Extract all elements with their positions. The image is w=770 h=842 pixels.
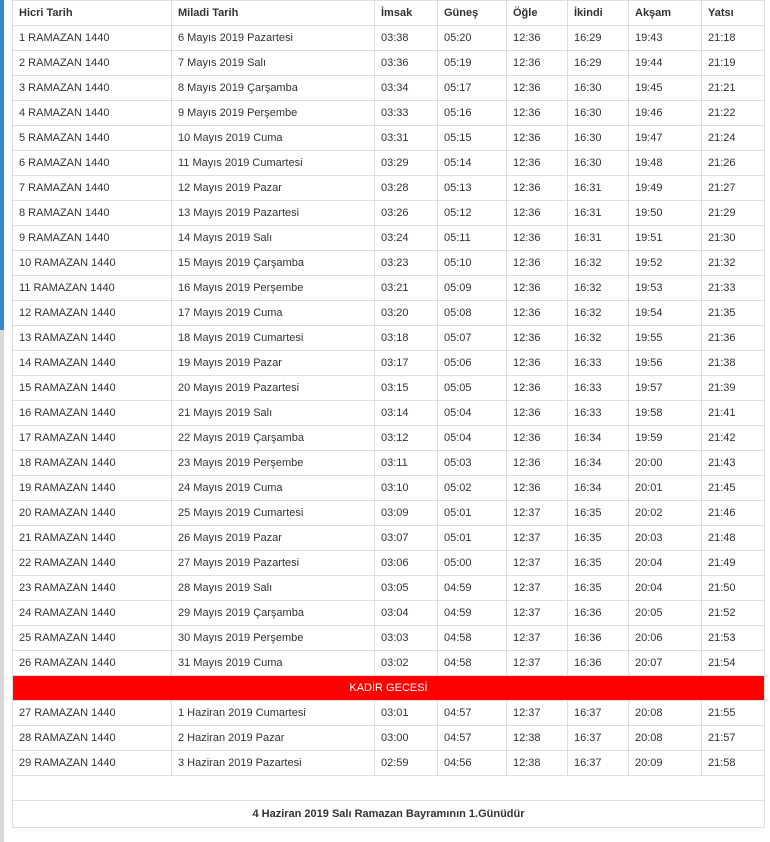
table-row	[13, 426, 765, 451]
cell-gunes: 05:14	[438, 151, 507, 176]
cell-ogle: 12:37	[507, 551, 568, 576]
cell-imsak: 03:20	[375, 301, 438, 326]
cell-yatsi: 21:35	[702, 301, 765, 326]
empty-cell	[13, 776, 765, 801]
cell-miladi-tarih: 20 Mayıs 2019 Pazartesi	[172, 376, 375, 401]
cell-miladi-tarih: 1 Haziran 2019 Cumartesi	[172, 701, 375, 726]
cell-miladi-tarih: 3 Haziran 2019 Pazartesi	[172, 751, 375, 776]
cell-ikindi: 16:36	[568, 651, 629, 676]
cell-aksam: 19:44	[629, 51, 702, 76]
table-row	[13, 376, 765, 401]
cell-ikindi: 16:37	[568, 701, 629, 726]
cell-ogle: 12:37	[507, 601, 568, 626]
cell-aksam: 20:01	[629, 476, 702, 501]
cell-imsak: 03:01	[375, 701, 438, 726]
table-row	[13, 401, 765, 426]
cell-gunes: 05:11	[438, 226, 507, 251]
cell-yatsi: 21:53	[702, 626, 765, 651]
cell-hicri-tarih: 15 RAMAZAN 1440	[13, 376, 172, 401]
cell-miladi-tarih: 15 Mayıs 2019 Çarşamba	[172, 251, 375, 276]
cell-ikindi: 16:33	[568, 376, 629, 401]
header-yatsi: Yatsı	[702, 1, 765, 26]
table-row	[13, 76, 765, 101]
table-row	[13, 201, 765, 226]
cell-ikindi: 16:36	[568, 601, 629, 626]
cell-aksam: 19:53	[629, 276, 702, 301]
cell-ogle: 12:36	[507, 126, 568, 151]
cell-hicri-tarih: 13 RAMAZAN 1440	[13, 326, 172, 351]
cell-gunes: 05:06	[438, 351, 507, 376]
cell-gunes: 04:59	[438, 601, 507, 626]
cell-aksam: 20:04	[629, 576, 702, 601]
cell-yatsi: 21:50	[702, 576, 765, 601]
cell-gunes: 05:02	[438, 476, 507, 501]
cell-gunes: 05:17	[438, 76, 507, 101]
cell-miladi-tarih: 29 Mayıs 2019 Çarşamba	[172, 601, 375, 626]
cell-hicri-tarih: 18 RAMAZAN 1440	[13, 451, 172, 476]
cell-miladi-tarih: 13 Mayıs 2019 Pazartesi	[172, 201, 375, 226]
cell-miladi-tarih: 24 Mayıs 2019 Cuma	[172, 476, 375, 501]
cell-aksam: 19:59	[629, 426, 702, 451]
cell-gunes: 05:19	[438, 51, 507, 76]
cell-miladi-tarih: 11 Mayıs 2019 Cumartesi	[172, 151, 375, 176]
cell-miladi-tarih: 10 Mayıs 2019 Cuma	[172, 126, 375, 151]
cell-aksam: 19:51	[629, 226, 702, 251]
table-row	[13, 576, 765, 601]
kadir-gecesi-label: KADİR GECESİ	[13, 676, 765, 701]
cell-yatsi: 21:32	[702, 251, 765, 276]
cell-aksam: 20:06	[629, 626, 702, 651]
table-row	[13, 176, 765, 201]
cell-gunes: 05:00	[438, 551, 507, 576]
cell-ogle: 12:36	[507, 451, 568, 476]
cell-gunes: 05:07	[438, 326, 507, 351]
header-imsak: İmsak	[375, 1, 438, 26]
cell-gunes: 05:10	[438, 251, 507, 276]
header-miladi-tarih: Miladi Tarih	[172, 1, 375, 26]
table-row	[13, 301, 765, 326]
cell-imsak: 02:59	[375, 751, 438, 776]
cell-yatsi: 21:45	[702, 476, 765, 501]
cell-hicri-tarih: 25 RAMAZAN 1440	[13, 626, 172, 651]
cell-imsak: 03:03	[375, 626, 438, 651]
cell-ogle: 12:36	[507, 76, 568, 101]
cell-gunes: 05:03	[438, 451, 507, 476]
cell-imsak: 03:28	[375, 176, 438, 201]
empty-row	[13, 776, 765, 801]
cell-miladi-tarih: 23 Mayıs 2019 Perşembe	[172, 451, 375, 476]
table-row	[13, 601, 765, 626]
table-header	[13, 1, 765, 26]
cell-ikindi: 16:37	[568, 726, 629, 751]
cell-ikindi: 16:35	[568, 501, 629, 526]
header-hicri-tarih: Hicri Tarih	[13, 1, 172, 26]
cell-yatsi: 21:33	[702, 276, 765, 301]
table-row	[13, 751, 765, 776]
cell-imsak: 03:10	[375, 476, 438, 501]
cell-gunes: 04:56	[438, 751, 507, 776]
cell-imsak: 03:34	[375, 76, 438, 101]
cell-imsak: 03:00	[375, 726, 438, 751]
cell-miladi-tarih: 25 Mayıs 2019 Cumartesi	[172, 501, 375, 526]
cell-ikindi: 16:32	[568, 251, 629, 276]
cell-miladi-tarih: 14 Mayıs 2019 Salı	[172, 226, 375, 251]
cell-aksam: 20:05	[629, 601, 702, 626]
cell-ikindi: 16:31	[568, 226, 629, 251]
cell-ikindi: 16:34	[568, 426, 629, 451]
cell-ogle: 12:37	[507, 626, 568, 651]
cell-ikindi: 16:31	[568, 201, 629, 226]
cell-ogle: 12:36	[507, 151, 568, 176]
cell-miladi-tarih: 27 Mayıs 2019 Pazartesi	[172, 551, 375, 576]
cell-ogle: 12:38	[507, 751, 568, 776]
cell-ogle: 12:36	[507, 251, 568, 276]
cell-hicri-tarih: 17 RAMAZAN 1440	[13, 426, 172, 451]
cell-ogle: 12:37	[507, 651, 568, 676]
cell-imsak: 03:07	[375, 526, 438, 551]
cell-gunes: 05:13	[438, 176, 507, 201]
cell-ikindi: 16:36	[568, 626, 629, 651]
cell-yatsi: 21:24	[702, 126, 765, 151]
cell-imsak: 03:31	[375, 126, 438, 151]
cell-hicri-tarih: 19 RAMAZAN 1440	[13, 476, 172, 501]
cell-aksam: 20:08	[629, 726, 702, 751]
cell-imsak: 03:02	[375, 651, 438, 676]
table-footer-section	[13, 776, 765, 828]
cell-yatsi: 21:43	[702, 451, 765, 476]
cell-aksam: 19:58	[629, 401, 702, 426]
cell-yatsi: 21:39	[702, 376, 765, 401]
table-row	[13, 101, 765, 126]
cell-miladi-tarih: 22 Mayıs 2019 Çarşamba	[172, 426, 375, 451]
cell-ikindi: 16:35	[568, 526, 629, 551]
cell-gunes: 05:16	[438, 101, 507, 126]
cell-hicri-tarih: 9 RAMAZAN 1440	[13, 226, 172, 251]
cell-imsak: 03:17	[375, 351, 438, 376]
cell-aksam: 19:49	[629, 176, 702, 201]
cell-ikindi: 16:29	[568, 51, 629, 76]
cell-imsak: 03:09	[375, 501, 438, 526]
cell-ogle: 12:36	[507, 376, 568, 401]
cell-miladi-tarih: 9 Mayıs 2019 Perşembe	[172, 101, 375, 126]
cell-imsak: 03:11	[375, 451, 438, 476]
cell-imsak: 03:21	[375, 276, 438, 301]
cell-yatsi: 21:29	[702, 201, 765, 226]
cell-aksam: 20:03	[629, 526, 702, 551]
cell-gunes: 05:15	[438, 126, 507, 151]
bayram-note: 4 Haziran 2019 Salı Ramazan Bayramının 1.Günüdür	[13, 801, 765, 828]
cell-yatsi: 21:38	[702, 351, 765, 376]
table-row	[13, 51, 765, 76]
cell-ogle: 12:36	[507, 276, 568, 301]
cell-aksam: 19:50	[629, 201, 702, 226]
cell-ogle: 12:36	[507, 26, 568, 51]
cell-hicri-tarih: 5 RAMAZAN 1440	[13, 126, 172, 151]
cell-yatsi: 21:58	[702, 751, 765, 776]
table-row	[13, 451, 765, 476]
cell-ikindi: 16:34	[568, 451, 629, 476]
cell-gunes: 05:20	[438, 26, 507, 51]
cell-miladi-tarih: 7 Mayıs 2019 Salı	[172, 51, 375, 76]
table-row	[13, 326, 765, 351]
cell-miladi-tarih: 30 Mayıs 2019 Perşembe	[172, 626, 375, 651]
cell-imsak: 03:38	[375, 26, 438, 51]
cell-ogle: 12:36	[507, 301, 568, 326]
table-row	[13, 651, 765, 676]
cell-imsak: 03:23	[375, 251, 438, 276]
cell-imsak: 03:36	[375, 51, 438, 76]
cell-hicri-tarih: 2 RAMAZAN 1440	[13, 51, 172, 76]
cell-aksam: 19:45	[629, 76, 702, 101]
cell-ogle: 12:36	[507, 476, 568, 501]
cell-yatsi: 21:26	[702, 151, 765, 176]
cell-ikindi: 16:37	[568, 751, 629, 776]
cell-ikindi: 16:35	[568, 576, 629, 601]
cell-yatsi: 21:41	[702, 401, 765, 426]
table-row	[13, 626, 765, 651]
cell-ogle: 12:36	[507, 226, 568, 251]
cell-ogle: 12:36	[507, 326, 568, 351]
cell-hicri-tarih: 11 RAMAZAN 1440	[13, 276, 172, 301]
cell-ogle: 12:37	[507, 576, 568, 601]
cell-yatsi: 21:21	[702, 76, 765, 101]
cell-hicri-tarih: 22 RAMAZAN 1440	[13, 551, 172, 576]
cell-aksam: 19:43	[629, 26, 702, 51]
cell-yatsi: 21:22	[702, 101, 765, 126]
table-row	[13, 351, 765, 376]
cell-ogle: 12:37	[507, 701, 568, 726]
cell-ikindi: 16:32	[568, 326, 629, 351]
cell-ikindi: 16:34	[568, 476, 629, 501]
cell-imsak: 03:05	[375, 576, 438, 601]
cell-hicri-tarih: 12 RAMAZAN 1440	[13, 301, 172, 326]
cell-yatsi: 21:52	[702, 601, 765, 626]
table-row	[13, 476, 765, 501]
cell-miladi-tarih: 31 Mayıs 2019 Cuma	[172, 651, 375, 676]
cell-yatsi: 21:19	[702, 51, 765, 76]
cell-ogle: 12:36	[507, 201, 568, 226]
kadir-gecesi-row	[13, 676, 765, 701]
cell-imsak: 03:33	[375, 101, 438, 126]
cell-yatsi: 21:54	[702, 651, 765, 676]
cell-aksam: 19:54	[629, 301, 702, 326]
cell-hicri-tarih: 20 RAMAZAN 1440	[13, 501, 172, 526]
cell-hicri-tarih: 6 RAMAZAN 1440	[13, 151, 172, 176]
cell-gunes: 04:59	[438, 576, 507, 601]
left-accent-bar	[0, 0, 4, 330]
table-body-before	[13, 26, 765, 676]
cell-miladi-tarih: 17 Mayıs 2019 Cuma	[172, 301, 375, 326]
cell-imsak: 03:24	[375, 226, 438, 251]
table-row	[13, 701, 765, 726]
cell-gunes: 05:08	[438, 301, 507, 326]
cell-gunes: 05:04	[438, 401, 507, 426]
cell-imsak: 03:26	[375, 201, 438, 226]
cell-hicri-tarih: 26 RAMAZAN 1440	[13, 651, 172, 676]
cell-gunes: 04:58	[438, 651, 507, 676]
cell-miladi-tarih: 8 Mayıs 2019 Çarşamba	[172, 76, 375, 101]
table-row	[13, 251, 765, 276]
cell-ikindi: 16:30	[568, 76, 629, 101]
footer-row	[13, 801, 765, 828]
cell-imsak: 03:06	[375, 551, 438, 576]
cell-aksam: 19:52	[629, 251, 702, 276]
cell-hicri-tarih: 7 RAMAZAN 1440	[13, 176, 172, 201]
cell-hicri-tarih: 23 RAMAZAN 1440	[13, 576, 172, 601]
cell-aksam: 20:04	[629, 551, 702, 576]
table-row	[13, 551, 765, 576]
cell-gunes: 04:57	[438, 701, 507, 726]
cell-aksam: 19:46	[629, 101, 702, 126]
cell-hicri-tarih: 14 RAMAZAN 1440	[13, 351, 172, 376]
cell-ikindi: 16:29	[568, 26, 629, 51]
cell-hicri-tarih: 28 RAMAZAN 1440	[13, 726, 172, 751]
cell-ikindi: 16:33	[568, 351, 629, 376]
cell-aksam: 19:56	[629, 351, 702, 376]
table-body-after	[13, 701, 765, 776]
cell-ikindi: 16:33	[568, 401, 629, 426]
cell-hicri-tarih: 3 RAMAZAN 1440	[13, 76, 172, 101]
cell-hicri-tarih: 10 RAMAZAN 1440	[13, 251, 172, 276]
cell-yatsi: 21:46	[702, 501, 765, 526]
cell-ogle: 12:38	[507, 726, 568, 751]
cell-imsak: 03:18	[375, 326, 438, 351]
table-row	[13, 151, 765, 176]
cell-aksam: 20:02	[629, 501, 702, 526]
cell-hicri-tarih: 24 RAMAZAN 1440	[13, 601, 172, 626]
cell-ogle: 12:36	[507, 101, 568, 126]
table-row	[13, 226, 765, 251]
cell-miladi-tarih: 6 Mayıs 2019 Pazartesi	[172, 26, 375, 51]
cell-hicri-tarih: 29 RAMAZAN 1440	[13, 751, 172, 776]
table-row	[13, 126, 765, 151]
cell-aksam: 20:09	[629, 751, 702, 776]
cell-hicri-tarih: 27 RAMAZAN 1440	[13, 701, 172, 726]
cell-ikindi: 16:32	[568, 301, 629, 326]
cell-hicri-tarih: 8 RAMAZAN 1440	[13, 201, 172, 226]
table-row	[13, 26, 765, 51]
cell-ogle: 12:36	[507, 351, 568, 376]
cell-yatsi: 21:42	[702, 426, 765, 451]
cell-gunes: 05:09	[438, 276, 507, 301]
cell-miladi-tarih: 28 Mayıs 2019 Salı	[172, 576, 375, 601]
left-decorative-strip	[0, 0, 4, 842]
cell-ikindi: 16:30	[568, 101, 629, 126]
cell-ikindi: 16:32	[568, 276, 629, 301]
cell-imsak: 03:29	[375, 151, 438, 176]
cell-gunes: 05:01	[438, 526, 507, 551]
cell-ikindi: 16:31	[568, 176, 629, 201]
cell-yatsi: 21:55	[702, 701, 765, 726]
header-row	[13, 1, 765, 26]
cell-miladi-tarih: 21 Mayıs 2019 Salı	[172, 401, 375, 426]
cell-aksam: 20:07	[629, 651, 702, 676]
cell-imsak: 03:15	[375, 376, 438, 401]
imsakiye-table	[12, 0, 765, 828]
cell-yatsi: 21:27	[702, 176, 765, 201]
cell-imsak: 03:04	[375, 601, 438, 626]
header-ogle: Öğle	[507, 1, 568, 26]
cell-miladi-tarih: 18 Mayıs 2019 Cumartesi	[172, 326, 375, 351]
kadir-section	[13, 676, 765, 701]
cell-yatsi: 21:49	[702, 551, 765, 576]
cell-yatsi: 21:30	[702, 226, 765, 251]
cell-yatsi: 21:18	[702, 26, 765, 51]
cell-miladi-tarih: 19 Mayıs 2019 Pazar	[172, 351, 375, 376]
cell-miladi-tarih: 12 Mayıs 2019 Pazar	[172, 176, 375, 201]
cell-yatsi: 21:36	[702, 326, 765, 351]
table-row	[13, 726, 765, 751]
cell-aksam: 19:48	[629, 151, 702, 176]
cell-ogle: 12:36	[507, 426, 568, 451]
cell-aksam: 19:57	[629, 376, 702, 401]
cell-imsak: 03:12	[375, 426, 438, 451]
cell-ogle: 12:36	[507, 176, 568, 201]
table-row	[13, 276, 765, 301]
cell-yatsi: 21:57	[702, 726, 765, 751]
cell-aksam: 20:00	[629, 451, 702, 476]
cell-ogle: 12:36	[507, 51, 568, 76]
cell-gunes: 05:04	[438, 426, 507, 451]
cell-miladi-tarih: 2 Haziran 2019 Pazar	[172, 726, 375, 751]
header-ikindi: İkindi	[568, 1, 629, 26]
cell-hicri-tarih: 4 RAMAZAN 1440	[13, 101, 172, 126]
cell-aksam: 19:47	[629, 126, 702, 151]
cell-gunes: 04:58	[438, 626, 507, 651]
cell-miladi-tarih: 16 Mayıs 2019 Perşembe	[172, 276, 375, 301]
header-gunes: Güneş	[438, 1, 507, 26]
cell-hicri-tarih: 1 RAMAZAN 1440	[13, 26, 172, 51]
cell-gunes: 05:12	[438, 201, 507, 226]
cell-yatsi: 21:48	[702, 526, 765, 551]
cell-ogle: 12:37	[507, 526, 568, 551]
table-row	[13, 526, 765, 551]
cell-ikindi: 16:30	[568, 126, 629, 151]
cell-ikindi: 16:30	[568, 151, 629, 176]
cell-aksam: 19:55	[629, 326, 702, 351]
table-row	[13, 501, 765, 526]
cell-ogle: 12:36	[507, 401, 568, 426]
cell-ogle: 12:37	[507, 501, 568, 526]
cell-imsak: 03:14	[375, 401, 438, 426]
header-aksam: Akşam	[629, 1, 702, 26]
cell-hicri-tarih: 21 RAMAZAN 1440	[13, 526, 172, 551]
cell-gunes: 04:57	[438, 726, 507, 751]
cell-hicri-tarih: 16 RAMAZAN 1440	[13, 401, 172, 426]
cell-ikindi: 16:35	[568, 551, 629, 576]
cell-miladi-tarih: 26 Mayıs 2019 Pazar	[172, 526, 375, 551]
cell-aksam: 20:08	[629, 701, 702, 726]
cell-gunes: 05:05	[438, 376, 507, 401]
cell-gunes: 05:01	[438, 501, 507, 526]
